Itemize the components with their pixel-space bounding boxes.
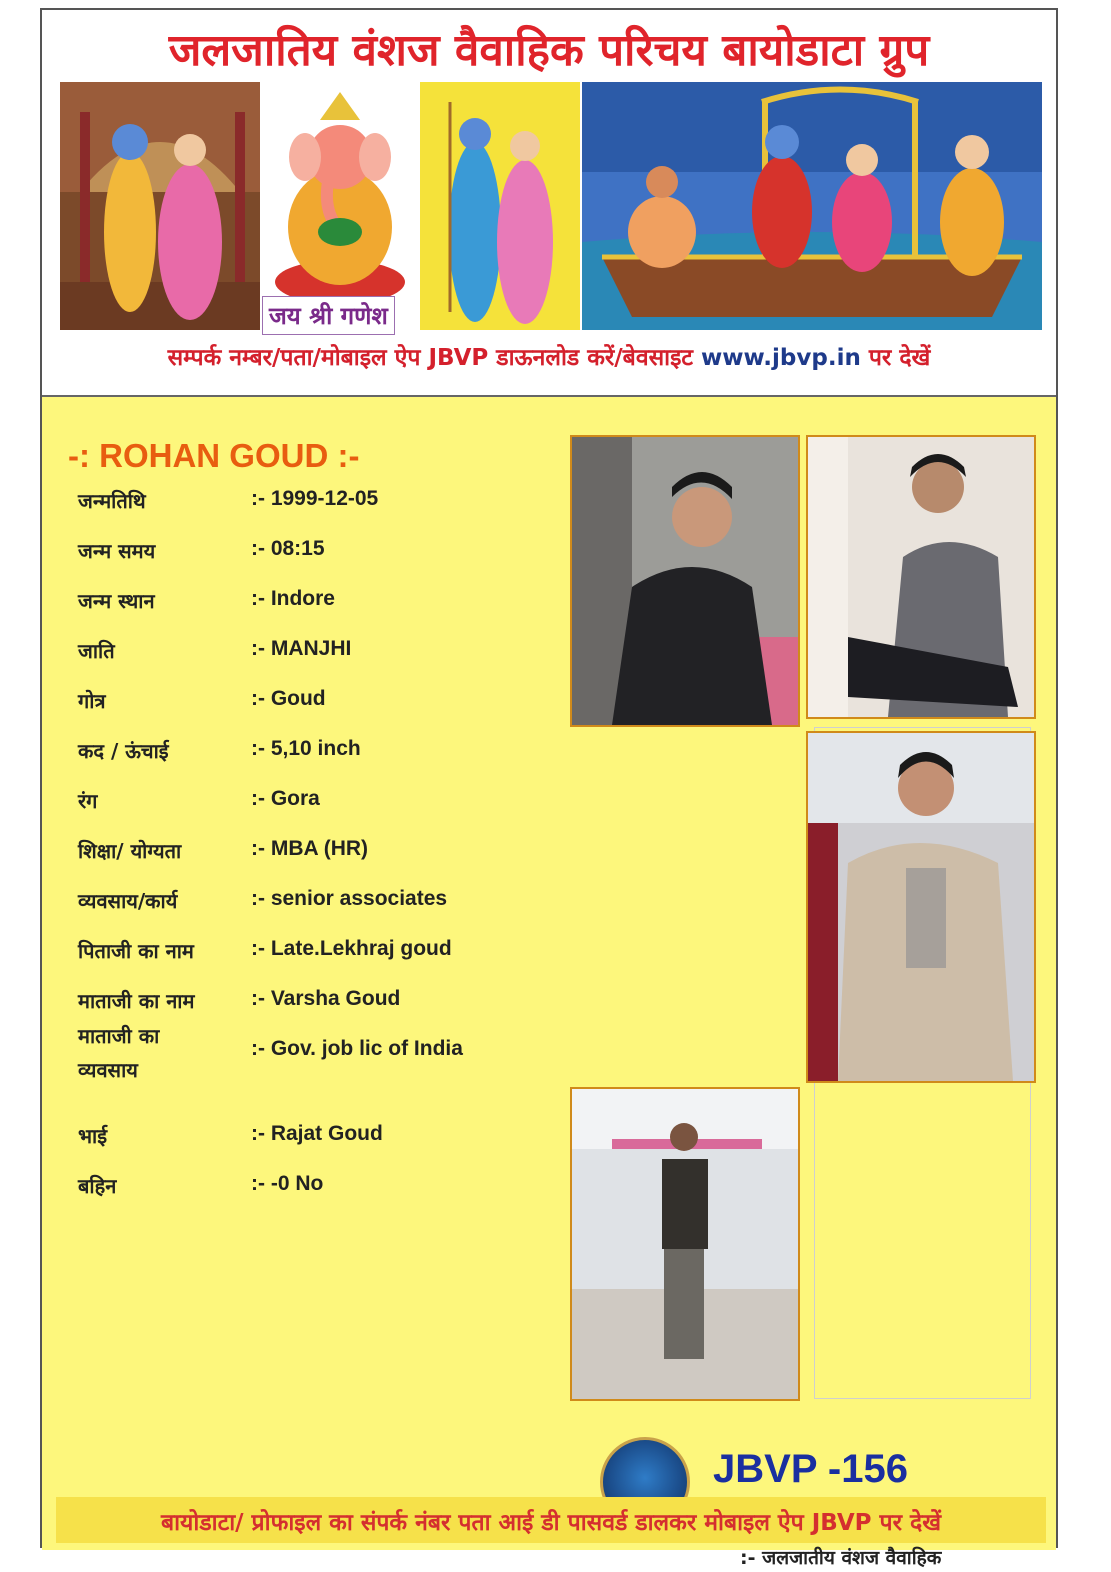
ganesh-label: जय श्री गणेश (262, 296, 395, 335)
detail-label: शिक्षा/ योग्यता (78, 839, 182, 863)
detail-label: गोत्र (78, 689, 106, 713)
detail-label: पिताजी का नाम (78, 939, 194, 963)
profile-section (42, 395, 1056, 1550)
profile-name: -: ROHAN GOUD :- (68, 437, 360, 474)
detail-label: भाई (78, 1124, 108, 1148)
header (42, 10, 1056, 395)
contact-text: सम्पर्क नम्बर/पता/मोबाइल ऐप JBVP डाऊनलोड करें/बेवसाइट (167, 345, 693, 371)
detail-value: :- Indore (251, 587, 335, 610)
detail-label: माताजी का नाम (78, 989, 195, 1013)
detail-label: जन्म स्थान (78, 589, 155, 613)
detail-value: :- MANJHI (251, 637, 352, 660)
detail-label: कद / ऊंचाई (78, 739, 169, 763)
detail-value: :- 1999-12-05 (251, 487, 379, 510)
footer-bar (56, 1497, 1046, 1543)
bottom-note: :- जलजातीय वंशज वैवाहिक (740, 1547, 942, 1569)
detail-label: माताजी का व्यवसाय (78, 1024, 160, 1082)
detail-value: :- Gora (251, 787, 320, 810)
profile-photo-1 (570, 435, 800, 727)
detail-label: जन्मतिथि (78, 489, 146, 513)
detail-label: बहिन (78, 1174, 117, 1198)
page-title: जलजातिय वंशज वैवाहिक परिचय बायोडाटा ग्रुप (168, 25, 930, 76)
profile-photo-2 (806, 435, 1036, 719)
website-link[interactable]: www.jbvp.in (701, 345, 861, 371)
footer-text: बायोडाटा/ प्रोफाइल का संपर्क नंबर पता आई डी पासवर्ड डालकर मोबाइल ऐप JBVP पर देखें (160, 1510, 942, 1536)
detail-value: :- MBA (HR) (251, 837, 369, 860)
ganesh-image (260, 82, 420, 330)
detail-value: :- 5,10 inch (251, 737, 361, 760)
contact-line (42, 340, 1056, 372)
detail-label: व्यवसाय/कार्य (78, 889, 178, 913)
detail-value: :- senior associates (251, 887, 448, 910)
profile-photo-3 (806, 731, 1036, 1083)
detail-label: जाति (78, 639, 115, 663)
detail-label: रंग (78, 789, 98, 813)
profile-photo-4 (570, 1087, 800, 1401)
boat-scene-image (582, 82, 1042, 330)
detail-value: :- Gov. job lic of India (251, 1037, 463, 1060)
detail-value: :- Late.Lekhraj goud (251, 937, 452, 960)
detail-value: :- -0 No (251, 1172, 324, 1195)
ram-sita-image (60, 82, 260, 330)
detail-value: :- Rajat Goud (251, 1122, 383, 1145)
detail-label: जन्म समय (78, 539, 156, 563)
biodata-card (40, 8, 1058, 1548)
biodata-id: JBVP -156 (713, 1447, 908, 1491)
deity-banner (60, 82, 1042, 330)
ram-sita-yellow-image (420, 82, 580, 330)
detail-value: :- 08:15 (251, 537, 325, 560)
detail-value: :- Varsha Goud (251, 987, 401, 1010)
contact-suffix: पर देखें (868, 345, 931, 371)
detail-value: :- Goud (251, 687, 326, 710)
